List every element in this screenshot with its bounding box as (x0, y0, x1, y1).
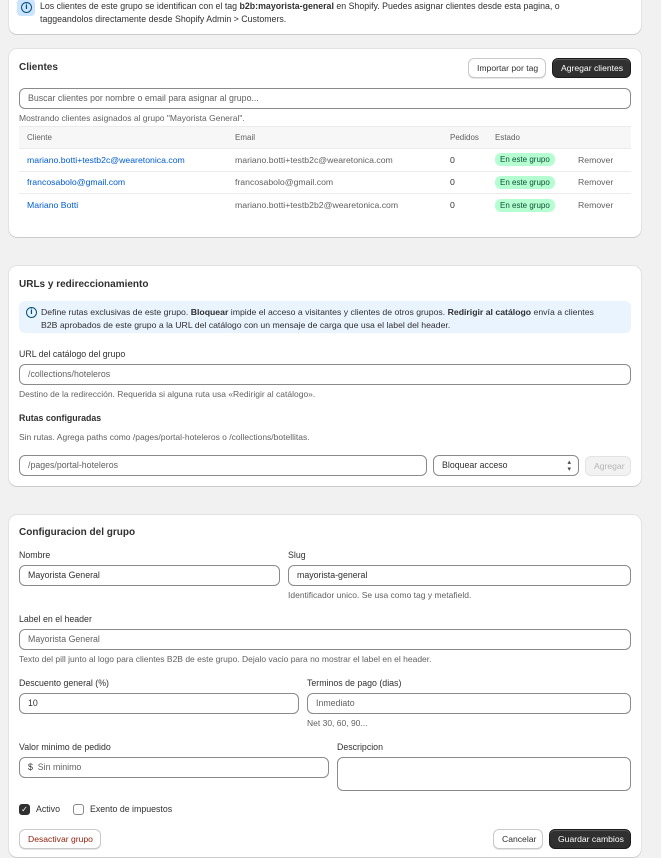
name-input[interactable]: Mayorista General (19, 565, 280, 586)
client-orders: 0 (442, 171, 487, 194)
tag-info-line-1: Los clientes de este grupo se identifican con el tag b2b:mayorista-general en Shopify. Puedes asignar clientes desde esta pagina, o (40, 1, 560, 11)
tax-exempt-label: Exento de impuestos (90, 804, 173, 814)
deactivate-group-button[interactable]: Desactivar grupo (19, 829, 101, 849)
min-order-input[interactable] (19, 757, 329, 778)
info-icon: i (26, 307, 37, 318)
clientes-card (9, 49, 641, 237)
col-email: Email (227, 127, 442, 149)
clients-table (19, 126, 631, 216)
slug-label: Slug (288, 550, 306, 560)
min-order-placeholder: Sin minimo (37, 762, 82, 772)
remove-client-button[interactable]: Remover (570, 171, 631, 194)
route-mode-value: Bloquear acceso (442, 460, 508, 470)
table-row (19, 149, 631, 172)
col-actions (570, 127, 631, 149)
terms-input[interactable]: Inmediato (307, 693, 631, 714)
import-by-tag-button[interactable]: Importar por tag (468, 58, 546, 78)
client-search-input[interactable]: Buscar clientes por nombre o email para asignar al grupo... (19, 88, 631, 109)
urls-info-banner (19, 301, 631, 333)
add-clients-button[interactable]: Agregar clientes (552, 58, 631, 78)
slug-help: Identificador unico. Se usa como tag y metafield. (288, 590, 472, 600)
discount-input[interactable]: 10 (19, 693, 299, 714)
route-mode-select[interactable] (433, 455, 579, 476)
currency-symbol: $ (28, 762, 33, 772)
client-name-link[interactable]: Mariano Botti (27, 200, 79, 210)
discount-label: Descuento general (%) (19, 678, 109, 688)
info-card (9, 0, 641, 34)
config-title: Configuracion del grupo (19, 527, 136, 538)
cancel-button[interactable]: Cancelar (493, 829, 543, 849)
terms-help: Net 30, 60, 90... (307, 718, 368, 728)
info-icon: i (21, 2, 32, 13)
save-changes-button[interactable]: Guardar cambios (549, 829, 631, 849)
description-label: Descripcion (337, 742, 383, 752)
table-row (19, 171, 631, 194)
client-name-link[interactable]: mariano.botti+testb2c@wearetonica.com (19, 149, 227, 172)
tax-exempt-checkbox[interactable] (73, 804, 84, 815)
client-email: mariano.botti+testb2b2@wearetonica.com (235, 200, 399, 210)
header-label-label: Label en el header (19, 614, 92, 624)
urls-card (9, 266, 641, 486)
header-label-input[interactable]: Mayorista General (19, 629, 631, 650)
chevron-updown-icon: ▴ ▾ (567, 458, 571, 473)
clientes-title: Clientes (19, 62, 58, 73)
routes-title: Rutas configuradas (19, 413, 102, 423)
urls-banner-line-2: B2B aprobados de este grupo a la URL del catálogo con un mensaje de carga que usa el label del header. (41, 320, 451, 330)
remove-client-button[interactable]: Remover (578, 200, 614, 210)
terms-label: Terminos de pago (dias) (307, 678, 402, 688)
config-card (9, 515, 641, 857)
min-order-label: Valor minimo de pedido (19, 742, 111, 752)
client-orders: 0 (450, 200, 455, 210)
active-label: Activo (36, 804, 60, 814)
route-path-input[interactable]: /pages/portal-hoteleros (19, 455, 427, 476)
description-textarea[interactable] (337, 757, 631, 791)
client-status-cell (487, 149, 570, 172)
name-label: Nombre (19, 550, 51, 560)
client-status-cell (487, 194, 570, 217)
urls-title: URLs y redireccionamiento (19, 279, 149, 290)
active-checkbox[interactable]: ✓ (19, 804, 30, 815)
col-cliente: Cliente (19, 127, 227, 149)
table-row (19, 194, 631, 217)
catalog-url-label: URL del catálogo del grupo (19, 349, 126, 359)
catalog-url-help: Destino de la redirección. Requerida si alguna ruta usa «Redirigir al catálogo». (19, 389, 316, 399)
client-orders: 0 (442, 149, 487, 172)
slug-input[interactable]: mayorista-general (288, 565, 631, 586)
routes-empty-text: Sin rutas. Agrega paths como /pages/portal-hoteleros o /collections/botellitas. (19, 432, 310, 442)
remove-client-button[interactable]: Remover (570, 149, 631, 172)
urls-banner-line-1: Define rutas exclusivas de este grupo. Bloquear impide el acceso a visitantes y clientes de otros grupos. Redirigir al catálogo envía a clientes (41, 307, 594, 317)
showing-text: Mostrando clientes asignados al grupo "Mayorista General". (19, 113, 245, 123)
client-status-cell (487, 171, 570, 194)
status-badge: En este grupo (495, 153, 555, 166)
catalog-url-input[interactable]: /collections/hoteleros (19, 364, 631, 385)
col-estado: Estado (487, 127, 570, 149)
client-name-link[interactable]: francosabolo@gmail.com (19, 171, 227, 194)
status-badge: En este grupo (495, 199, 555, 212)
col-pedidos: Pedidos (442, 127, 487, 149)
client-email: mariano.botti+testb2c@wearetonica.com (227, 149, 442, 172)
status-badge: En este grupo (495, 176, 555, 189)
add-route-button[interactable]: Agregar (585, 456, 631, 476)
header-label-help: Texto del pill junto al logo para clientes B2B de este grupo. Dejalo vacio para no mostrar el label en el header. (19, 654, 432, 664)
table-header-row (19, 127, 631, 149)
client-email: francosabolo@gmail.com (227, 171, 442, 194)
tag-info-line-2: taggeandolos directamente desde Shopify Admin > Customers. (40, 14, 287, 24)
